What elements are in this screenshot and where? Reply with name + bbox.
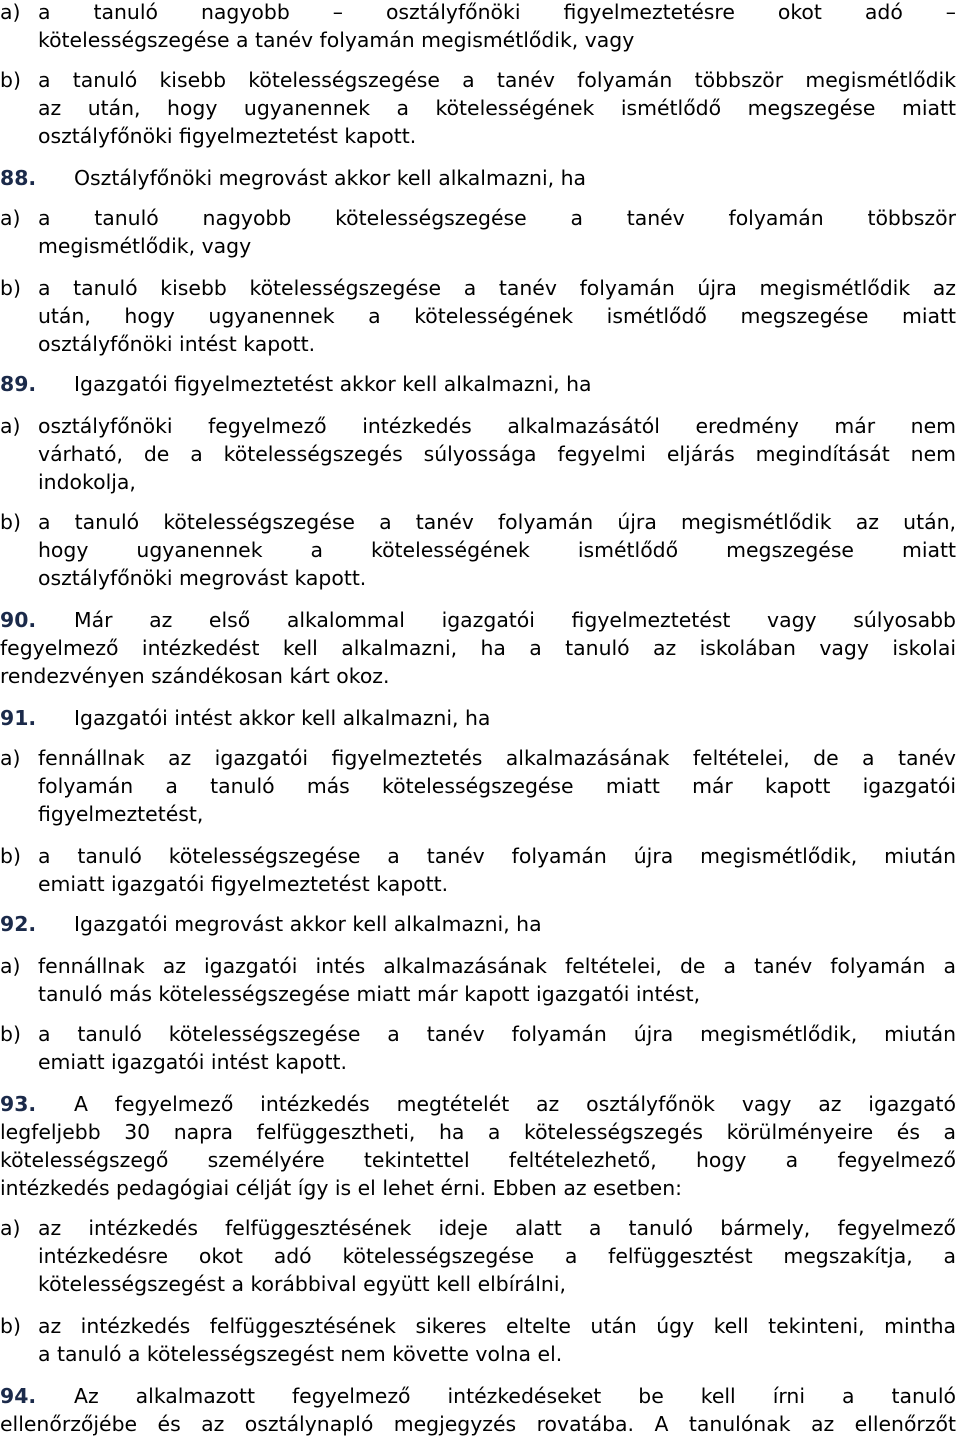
paragraph-line: 89. Igazgatói figyelmeztetést akkor kell alkalmazni, ha xyxy=(0,372,592,396)
paragraph-number: 88. xyxy=(0,166,37,190)
paragraph-line: 90. Már az első alkalommal igazgatói figyelmeztetést vagy súlyosabb xyxy=(0,608,956,632)
item-text-line: a tanuló kötelességszegése a tanév folyamán újra megismétlődik, miután xyxy=(38,844,956,868)
item-label: b) xyxy=(0,1022,21,1046)
paragraph-line: rendezvényen szándékosan kárt okoz. xyxy=(0,664,390,688)
item-label: a) xyxy=(0,0,21,24)
paragraph-line: legfeljebb 30 napra felfüggesztheti, ha a kötelességszegés körülményeire és a xyxy=(0,1120,956,1144)
paragraph-line: 94. Az alkalmazott fegyelmező intézkedéseket be kell írni a tanuló xyxy=(0,1384,956,1408)
item-text-line: a tanuló nagyobb kötelességszegése a tanév folyamán többször xyxy=(38,206,956,230)
item-label: b) xyxy=(0,1314,21,1338)
item-text-line: figyelmeztetést, xyxy=(38,802,204,826)
item-label: b) xyxy=(0,276,21,300)
item-text-line: fennállnak az igazgatói intés alkalmazásának feltételei, de a tanév folyamán a xyxy=(38,954,956,978)
item-text-line: a tanuló kisebb kötelességszegése a tanév folyamán többször megismétlődik xyxy=(38,68,956,92)
paragraph-line: 88. Osztályfőnöki megrovást akkor kell alkalmazni, ha xyxy=(0,166,586,190)
item-text-line: osztályfőnöki fegyelmező intézkedés alkalmazásától eredmény már nem xyxy=(38,414,956,438)
paragraph-number: 89. xyxy=(0,372,37,396)
item-text-line: intézkedésre okot adó kötelességszegése a felfüggesztést megszakítja, a xyxy=(38,1244,956,1268)
item-text-line: osztályfőnöki megrovást kapott. xyxy=(38,566,367,590)
item-text-line: a tanuló kötelességszegése a tanév folyamán újra megismétlődik az után, xyxy=(38,510,956,534)
item-text-line: a tanuló kisebb kötelességszegése a tanév folyamán újra megismétlődik az xyxy=(38,276,956,300)
item-label: a) xyxy=(0,414,21,438)
paragraph-line: 92. Igazgatói megrovást akkor kell alkalmazni, ha xyxy=(0,912,542,936)
item-text-line: osztályfőnöki intést kapott. xyxy=(38,332,316,356)
paragraph-number: 90. xyxy=(0,608,37,632)
item-label: a) xyxy=(0,1216,21,1240)
paragraph-line: intézkedés pedagógiai célját így is el lehet érni. Ebben az esetben: xyxy=(0,1176,682,1200)
item-text-line: az után, hogy ugyanennek a kötelességének ismétlődő megszegése miatt xyxy=(38,96,956,120)
paragraph-number: 92. xyxy=(0,912,37,936)
item-text-line: kötelességszegése a tanév folyamán megismétlődik, vagy xyxy=(38,28,635,52)
item-label: a) xyxy=(0,206,21,230)
item-text-line: indokolja, xyxy=(38,470,136,494)
item-text-line: után, hogy ugyanennek a kötelességének ismétlődő megszegése miatt xyxy=(38,304,956,328)
item-label: b) xyxy=(0,510,21,534)
item-text-line: hogy ugyanennek a kötelességének ismétlődő megszegése miatt xyxy=(38,538,956,562)
paragraph-line: 91. Igazgatói intést akkor kell alkalmazni, ha xyxy=(0,706,491,730)
item-text-line: emiatt igazgatói intést kapott. xyxy=(38,1050,347,1074)
item-text-line: a tanuló kötelességszegése a tanév folyamán újra megismétlődik, miután xyxy=(38,1022,956,1046)
item-label: b) xyxy=(0,68,21,92)
paragraph-line: ellenőrzőjébe és az osztálynapló megjegyzés rovatába. A tanulónak az ellenőrzőt xyxy=(0,1412,956,1436)
item-text-line: az intézkedés felfüggesztésének ideje alatt a tanuló bármely, fegyelmező xyxy=(38,1216,956,1240)
item-label: a) xyxy=(0,746,21,770)
paragraph-number: 91. xyxy=(0,706,37,730)
paragraph-line: kötelességszegő személyére tekintettel feltételezhető, hogy a fegyelmező xyxy=(0,1148,956,1172)
item-text-line: várható, de a kötelességszegés súlyossága fegyelmi eljárás megindítását nem xyxy=(38,442,956,466)
item-text-line: osztályfőnöki figyelmeztetést kapott. xyxy=(38,124,417,148)
item-text-line: az intézkedés felfüggesztésének sikeres eltelte után úgy kell tekinteni, mintha xyxy=(38,1314,956,1338)
paragraph-number: 93. xyxy=(0,1092,37,1116)
item-text-line: megismétlődik, vagy xyxy=(38,234,252,258)
item-text-line: emiatt igazgatói figyelmeztetést kapott. xyxy=(38,872,449,896)
paragraph-line: 93. A fegyelmező intézkedés megtételét az osztályfőnök vagy az igazgató xyxy=(0,1092,956,1116)
item-label: a) xyxy=(0,954,21,978)
item-text-line: kötelességszegést a korábbival együtt kell elbírálni, xyxy=(38,1272,566,1296)
paragraph-number: 94. xyxy=(0,1384,37,1408)
item-text-line: fennállnak az igazgatói figyelmeztetés alkalmazásának feltételei, de a tanév xyxy=(38,746,956,770)
item-label: b) xyxy=(0,844,21,868)
item-text-line: tanuló más kötelességszegése miatt már kapott igazgatói intést, xyxy=(38,982,701,1006)
item-text-line: a tanuló nagyobb – osztályfőnöki figyelmeztetésre okot adó – xyxy=(38,0,956,24)
paragraph-line: fegyelmező intézkedést kell alkalmazni, ha a tanuló az iskolában vagy iskolai xyxy=(0,636,956,660)
item-text-line: folyamán a tanuló más kötelességszegése miatt már kapott igazgatói xyxy=(38,774,956,798)
item-text-line: a tanuló a kötelességszegést nem követte volna el. xyxy=(38,1342,563,1366)
